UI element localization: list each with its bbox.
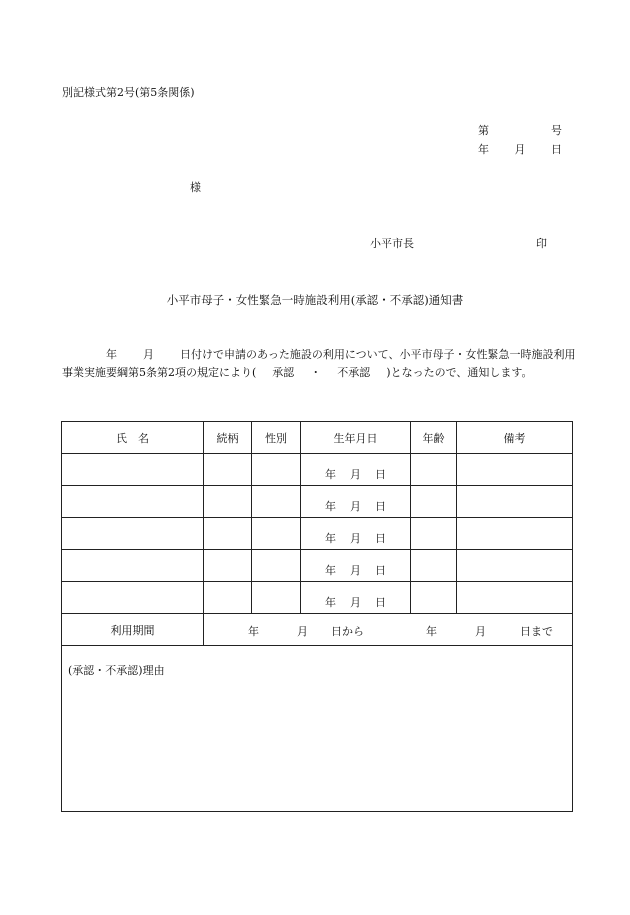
dob-year: 年 xyxy=(325,564,336,577)
body-dot: ・ xyxy=(310,366,322,379)
remarks-cell[interactable] xyxy=(457,582,573,614)
body-disapprove: 不承認 xyxy=(337,366,371,379)
issuer-name: 小平市長 xyxy=(370,237,414,250)
reason-cell xyxy=(62,646,573,812)
dob-units xyxy=(301,530,410,546)
sex-cell[interactable] xyxy=(252,454,301,486)
reason-label: (承認・不承認)理由 xyxy=(68,664,165,677)
dob-units xyxy=(301,594,410,610)
applicant-table xyxy=(61,421,573,812)
dob-year: 年 xyxy=(325,468,336,481)
dob-cell[interactable] xyxy=(301,582,411,614)
dob-units xyxy=(301,466,410,482)
relation-cell[interactable] xyxy=(204,582,252,614)
issue-year: 年 xyxy=(478,143,489,156)
table-row xyxy=(62,582,573,614)
header-sex: 性別 xyxy=(252,422,301,454)
dob-year: 年 xyxy=(325,596,336,609)
issue-day: 日 xyxy=(551,143,562,156)
reason-row xyxy=(62,646,573,812)
dob-cell[interactable] xyxy=(301,550,411,582)
period-to-suffix: 日まで xyxy=(520,625,553,638)
dob-cell[interactable] xyxy=(301,454,411,486)
issue-date xyxy=(478,141,562,157)
age-cell[interactable] xyxy=(411,454,457,486)
ref-go: 号 xyxy=(551,124,562,137)
age-cell[interactable] xyxy=(411,582,457,614)
document-title: 小平市母子・女性緊急一時施設利用(承認・不承認)通知書 xyxy=(166,293,464,307)
dob-month: 月 xyxy=(350,564,361,577)
age-cell[interactable] xyxy=(411,518,457,550)
person-rows xyxy=(62,454,573,812)
sex-cell[interactable] xyxy=(252,518,301,550)
age-cell[interactable] xyxy=(411,486,457,518)
table-header-row xyxy=(62,422,573,454)
relation-cell[interactable] xyxy=(204,518,252,550)
age-cell[interactable] xyxy=(411,550,457,582)
issue-month: 月 xyxy=(514,143,526,156)
remarks-cell[interactable] xyxy=(457,518,573,550)
header-dob: 生年月日 xyxy=(301,422,411,454)
name-cell[interactable] xyxy=(62,518,204,550)
period-to-year: 年 xyxy=(426,625,437,638)
reference-number xyxy=(478,122,562,138)
dob-day: 日 xyxy=(375,564,386,577)
body-text-part2: )となったので、通知します。 xyxy=(386,366,533,379)
header-relation: 続柄 xyxy=(204,422,252,454)
name-cell[interactable] xyxy=(62,486,204,518)
period-from-suffix: 日から xyxy=(331,625,364,638)
table-row xyxy=(62,454,573,486)
dob-year: 年 xyxy=(325,500,336,513)
dob-year: 年 xyxy=(325,532,336,545)
relation-cell[interactable] xyxy=(204,486,252,518)
period-row xyxy=(62,614,573,646)
form-number-label: 別記様式第2号(第5条関係) xyxy=(62,86,195,99)
dob-cell[interactable] xyxy=(301,486,411,518)
remarks-cell[interactable] xyxy=(457,454,573,486)
dob-month: 月 xyxy=(350,596,361,609)
body-month: 月 xyxy=(143,348,154,361)
body-text-part1: 日付けで申請のあった施設の利用について、小平市母子・女性緊急一時施設利用事業実施要綱第5条第2項の規定により( xyxy=(62,348,576,379)
period-range xyxy=(204,614,573,646)
dob-day: 日 xyxy=(375,500,386,513)
relation-cell[interactable] xyxy=(204,550,252,582)
period-from-month: 月 xyxy=(297,625,308,638)
sex-cell[interactable] xyxy=(252,486,301,518)
sex-cell[interactable] xyxy=(252,582,301,614)
dob-month: 月 xyxy=(350,468,361,481)
dob-day: 日 xyxy=(375,532,386,545)
dob-cell[interactable] xyxy=(301,518,411,550)
sex-cell[interactable] xyxy=(252,550,301,582)
seal-mark: 印 xyxy=(536,237,547,250)
dob-day: 日 xyxy=(375,596,386,609)
remarks-cell[interactable] xyxy=(457,486,573,518)
dob-units xyxy=(301,562,410,578)
header-remarks: 備考 xyxy=(457,422,573,454)
table-row xyxy=(62,486,573,518)
header-name: 氏 名 xyxy=(62,422,204,454)
name-cell[interactable] xyxy=(62,550,204,582)
notice-body xyxy=(62,346,580,382)
table-row xyxy=(62,550,573,582)
period-to-month: 月 xyxy=(475,625,486,638)
relation-cell[interactable] xyxy=(204,454,252,486)
recipient-suffix: 様 xyxy=(190,181,201,194)
name-cell[interactable] xyxy=(62,582,204,614)
body-approve: 承認 xyxy=(272,366,295,379)
table-row xyxy=(62,518,573,550)
dob-day: 日 xyxy=(375,468,386,481)
period-from-year: 年 xyxy=(248,625,259,638)
body-year: 年 xyxy=(106,348,117,361)
ref-dai: 第 xyxy=(478,124,489,137)
dob-units xyxy=(301,498,410,514)
header-age: 年齢 xyxy=(411,422,457,454)
name-cell[interactable] xyxy=(62,454,204,486)
remarks-cell[interactable] xyxy=(457,550,573,582)
period-label: 利用期間 xyxy=(62,614,204,646)
dob-month: 月 xyxy=(350,500,361,513)
dob-month: 月 xyxy=(350,532,361,545)
